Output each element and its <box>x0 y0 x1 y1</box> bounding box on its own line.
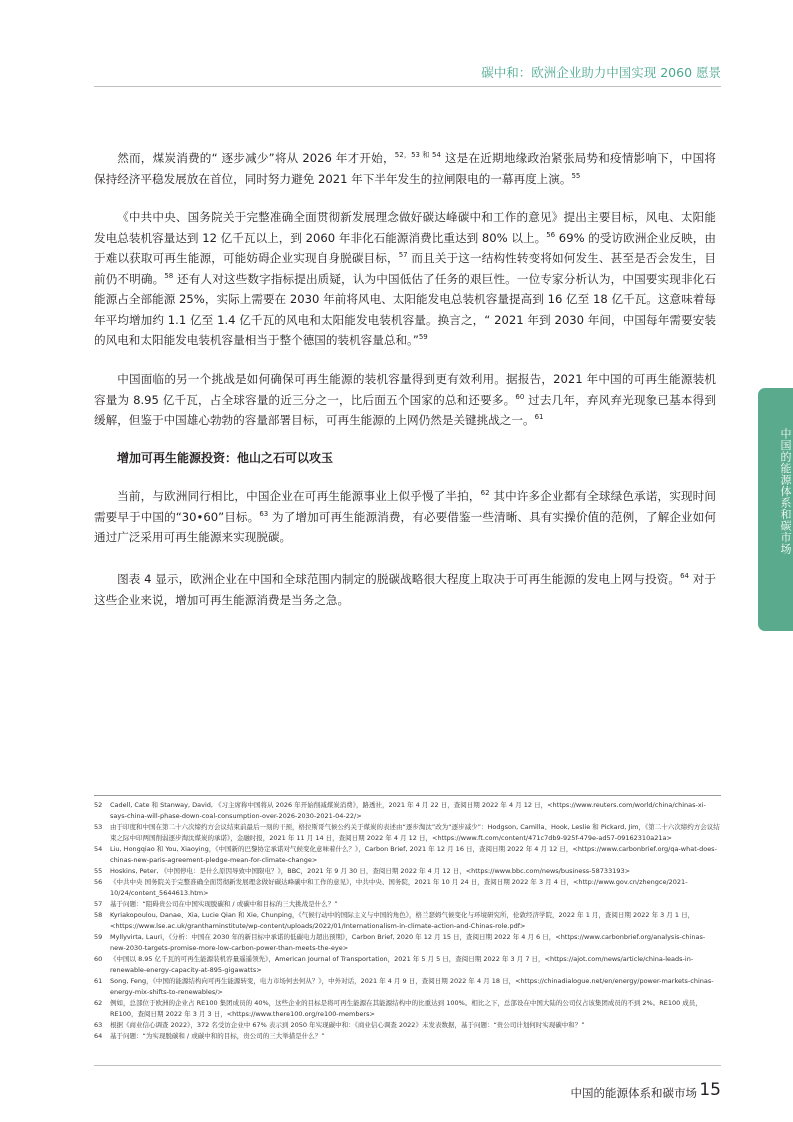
footnote-text: 根据《商业信心调查 2022》，372 名受访企业中 67% 表示到 2050 年实现碳中和：《商业信心调查 2022》未发表数据，基于问题：“贵公司计划何时实现碳中和？” <box>110 1021 585 1029</box>
footnote-ref[interactable]: 60 <box>515 392 525 401</box>
footnote-text: 由于印度和中国在第二十六次缔约方会议结束前最后一刻的干预，格拉斯哥气候公约关于煤炭的表述由“逐步淘汰”改为“逐步减少”：Hodgson, Camilla、Hook, Leslie 和 Pickard, Jim，《第二十六次缔约方会议结束之际中印两国削弱逐步淘汰煤炭的承诺》，金融时报，2021 年 11 月 14 日，查阅日期 2022 年 4 月 12 日，<https://www.ft.com/content/471c7db9-925f-479e-ad57-09162310a21a> <box>110 823 720 842</box>
section-heading: 增加可再生能源投资：他山之石可以攻玉 <box>117 451 334 465</box>
footnote-number: 52 <box>94 801 103 809</box>
footnote-number: 57 <box>94 900 103 908</box>
footnote-text: Cadell, Cate 和 Stanway, David, 《习主席称中国将从 2026 年开始削减煤炭消费》，路透社，2021 年 4 月 22 日，查阅日期 2022 年 4 月 12 日，<https://www.reuters.com/world/china/chinas-xi-says-china-will-phase-down-coal-consumption-over-2026-2030-2021-04-22/> <box>110 801 706 820</box>
paragraph-2: 《中共中央、国务院关于完整准确全面贯彻新发展理念做好碳达峰碳中和工作的意见》提出主要目标，风电、太阳能发电总装机容量达到 12 亿千瓦以上，到 2060 年非化石能源消费比重达到 80% 以上。$^{56}$ 69% 的受访欧洲企业反映，由于难以获取可再生能源，可能妨碍企业实现自身脱碳目标，$^{57}$ 而且关于这一结构性转变将如何发生、甚至是否会发生，目前仍不明确。$^{58}$ 还有人对这些数字指标提出质疑，认为中国低估了任务的艰巨性。一位专家分析认为，中国要实现非化石能源占全部能源 25%，实际上需要在 2030 年前将风电、太阳能发电总装机容量提高到 16 亿至 18 亿千瓦。这意味着每年平均增加约 1.1 亿至 1.4 亿千瓦的风电和太阳能发电装机容量。换言之，“ 2021 年到 2030 年间，中国每年需要安装的风电和太阳能发电装机容量相当于整个德国的装机容量总和。”$^{59}$ <box>94 210 716 347</box>
page-number: 15 <box>699 1080 721 1100</box>
side-section-tab-label: 中国的能源体系和碳市场 <box>779 428 792 555</box>
paragraph-3: 中国面临的另一个挑战是如何确保可再生能源的装机容量得到更有效利用。据报告，2021 年中国的可再生能源装机容量为 8.95 亿千瓦，占全球容量的近三分之一，比后面五个国家的总和还要多。$^{60}$ 过去几年，弃风弃光现象已基本得到缓解，但鉴于中国雄心勃勃的容量部署目标，可再生能源的上网仍然是关键挑战之一。$^{61}$ <box>94 372 717 427</box>
footnote <box>94 932 720 954</box>
footnote-number: 64 <box>94 1032 103 1040</box>
footnote <box>94 822 720 844</box>
footnote-ref[interactable]: 64 <box>680 572 689 581</box>
footnote-ref[interactable]: 63 <box>259 509 269 518</box>
footnote-text: 《中国以 8.95 亿千瓦的可再生能源装机容量遥遥领先》，American Journal of Transportation，2021 年 5 月 5 日，查阅日期 2022 年 3 月 7 日，<https://ajot.com/news/article/china-leads-in-renewable-energy-capacity-at-895-gigawatts> <box>110 955 694 974</box>
footer-title: 中国的能源体系和碳市场 <box>570 1086 697 1100</box>
header-divider <box>94 86 721 87</box>
footnote-divider <box>94 795 721 796</box>
footnote <box>94 1031 720 1042</box>
footnote-number: 54 <box>94 845 103 853</box>
footnote-number: 58 <box>94 911 103 919</box>
footnote <box>94 998 720 1020</box>
footnote <box>94 800 720 822</box>
footnote-ref[interactable]: 57 <box>398 251 408 260</box>
footnote-text: Song, Feng，《中国的能源结构向可再生能源转变，电力市场何去何从？》，中外对话，2021 年 4 月 9 日，查阅日期 2022 年 4 月 18 日，<https://chinadialogue.net/en/energy/power-markets-chinas-energy-mix-shifts-to-renewables/> <box>110 977 714 996</box>
footnote-text: Myllyvirta, Lauri，《分析：中国在 2030 年的新目标中承诺的低碳电力超出预期》，Carbon Brief, 2020 年 12 月 15 日，查阅日期 2022 年 4 月 6 日，<https://www.carbonbrief.org/analysis-chinas-new-2030-targets-promise-more-low-carbon-power-than-meets-the-eye> <box>110 933 706 952</box>
footnote-number: 63 <box>94 1021 103 1029</box>
footnote-number: 61 <box>94 977 103 985</box>
footnotes-list <box>94 800 720 1042</box>
footnote-text: Kyriakopoulou, Danae、Xia, Lucie Qian 和 Xie, Chunping，《气候行动中的国际主义与中国的角色》，格兰瑟姆气候变化与环境研究所，伦敦经济学院，2022 年 1 月，查阅日期 2022 年 3 月 1 日，<https://www.lse.ac.uk/granthaminstitute/wp-content/uploads/2022/01/Internationalism-in-climate-action-and-Chinas-role.pdf> <box>110 911 695 930</box>
footnote-ref[interactable]: 52，53 和 54 <box>394 151 441 160</box>
footnote-text: 《中共中央 国务院关于完整准确全面贯彻新发展理念做好碳达峰碳中和工作的意见》，中共中央、国务院，2021 年 10 月 24 日，查阅日期 2022 年 3 月 4 日，<http://www.gov.cn/zhengce/2021-10/24/content_5644613.htm> <box>110 878 688 897</box>
footnote-text: 基于问题：“阻碍贵公司在中国实现脱碳和 / 或碳中和目标的三大挑战是什么？” <box>110 900 338 908</box>
paragraph-5: 图表 4 显示，欧洲企业在中国和全球范围内制定的脱碳战略很大程度上取决于可再生能源的发电上网与投资。$^{64}$ 对于这些企业来说，增加可再生能源消费是当务之急。 <box>94 572 716 607</box>
footnote-text: Liu, Hongqiao 和 You, Xiaoying，《中国新的巴黎协定承诺对气候变化意味着什么？》，Carbon Brief, 2021 年 12 月 16 日，查阅日期 2022 年 4 月 12 日，<https://www.carbonbrief.org/qa-what-does-chinas-new-paris-agreement-pledge-mean-for-climate-change> <box>110 845 717 864</box>
footnote <box>94 1020 720 1031</box>
side-section-tab[interactable] <box>758 388 793 631</box>
footnote-number: 55 <box>94 867 103 875</box>
footnote-number: 56 <box>94 878 103 886</box>
footnote-number: 60 <box>94 955 103 963</box>
footnote-ref[interactable]: 59 <box>418 333 428 342</box>
footer-divider <box>94 1065 721 1066</box>
footnote <box>94 899 720 910</box>
footnote-ref[interactable]: 62 <box>480 489 490 498</box>
footnote <box>94 910 720 932</box>
footnote <box>94 954 720 976</box>
footnote-ref[interactable]: 61 <box>534 413 544 422</box>
footnote-number: 59 <box>94 933 103 941</box>
footnote-text: 基于问题：“为实现脱碳和 / 或碳中和的目标，贵公司的三大举措是什么？” <box>110 1032 325 1040</box>
footnote-number: 53 <box>94 823 103 831</box>
footnote-text: 例如，总部位于欧洲的企业占 RE100 集团成员的 40%，这些企业的目标是将可再生能源在其能源结构中的比重达到 100%。相比之下，总部设在中国大陆的公司仅占该集团成员的不到 2%。RE100 成员，RE100，查阅日期 2022 年 3 月 3 日，<https://www.there100.org/re100-members> <box>110 999 702 1018</box>
footnote-ref[interactable]: 55 <box>571 171 581 180</box>
footnote-number: 62 <box>94 999 103 1007</box>
footnote <box>94 844 720 866</box>
footnote-ref[interactable]: 58 <box>164 271 174 280</box>
paragraph-4: 当前，与欧洲同行相比，中国企业在可再生能源事业上似乎慢了半拍，$^{62}$ 其中许多企业都有全球绿色承诺，实现时间需要早于中国的“30•60”目标。$^{63}$ 为了增加可再生能源消费，有必要借鉴一些清晰、具有实操价值的范例，了解企业如何通过广泛采用可再生能源来实现脱碳。 <box>94 489 716 544</box>
footnote-text: Hoskins, Peter, 《中国停电：是什么原因导致中国限电？》，BBC，2021 年 9 月 30 日，查阅日期 2022 年 4 月 12 日，<https://www.bbc.com/news/business-58733193> <box>110 867 631 875</box>
footnote <box>94 976 720 998</box>
footnote-ref[interactable]: 56 <box>546 230 556 239</box>
footnote <box>94 877 720 899</box>
header-title: 碳中和：欧洲企业助力中国实现 2060 愿景 <box>481 65 721 80</box>
paragraph-1: 然而，煤炭消费的“ 逐步减少”将从 2026 年才开始，$^{52,53 和 54}$ 这是在近期地缘政治紧张局势和疫情影响下，中国将保持经济平稳发展放在首位，同时努力避免 2021 年下半年发生的拉闸限电的一幕再度上演。$^{55}$ <box>94 151 717 186</box>
footnote <box>94 866 720 877</box>
